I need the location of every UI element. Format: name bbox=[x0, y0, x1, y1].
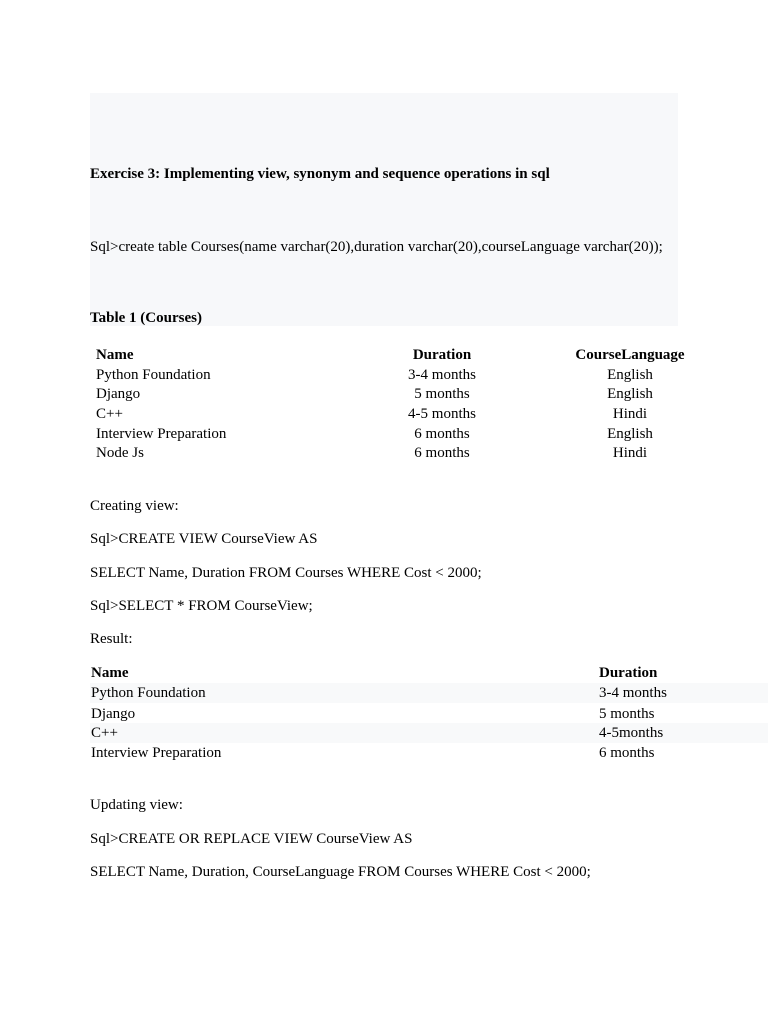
creating-view-heading: Creating view: bbox=[90, 498, 179, 514]
cell-name: C++ bbox=[96, 406, 123, 422]
cell-duration: 3-4 months bbox=[408, 367, 476, 383]
cell-name: Python Foundation bbox=[96, 367, 211, 383]
cell-language: English bbox=[607, 426, 653, 442]
code-block-background bbox=[90, 93, 678, 326]
create-view-statement-line2: SELECT Name, Duration FROM Courses WHERE Cost < 2000; bbox=[90, 565, 482, 581]
cell-name: Django bbox=[91, 706, 136, 722]
cell-duration: 5 months bbox=[414, 386, 470, 402]
replace-view-statement-line2: SELECT Name, Duration, CourseLanguage FROM Courses WHERE Cost < 2000; bbox=[90, 864, 591, 880]
header-duration: Duration bbox=[599, 665, 658, 681]
cell-duration: 4-5months bbox=[599, 725, 664, 741]
cell-duration: 3-4 months bbox=[599, 685, 667, 701]
cell-language: Hindi bbox=[612, 406, 648, 422]
result-label: Result: bbox=[90, 631, 133, 647]
cell-name: C++ bbox=[91, 725, 118, 741]
table1-caption: Table 1 (Courses) bbox=[90, 310, 202, 326]
create-view-statement-line1: Sql>CREATE VIEW CourseView AS bbox=[90, 531, 318, 547]
cell-duration: 4-5 months bbox=[408, 406, 476, 422]
cell-name: Node Js bbox=[96, 445, 144, 461]
cell-duration: 6 months bbox=[599, 745, 655, 761]
header-duration: Duration bbox=[412, 347, 472, 363]
header-name: Name bbox=[96, 347, 134, 363]
cell-duration: 5 months bbox=[599, 706, 655, 722]
create-table-statement: Sql>create table Courses(name varchar(20),duration varchar(20),courseLanguage varchar(20)); bbox=[90, 239, 663, 255]
cell-language: Hindi bbox=[612, 445, 648, 461]
updating-view-heading: Updating view: bbox=[90, 797, 183, 813]
cell-duration: 6 months bbox=[414, 445, 470, 461]
cell-name: Django bbox=[96, 386, 141, 402]
cell-language: English bbox=[607, 367, 653, 383]
cell-name: Python Foundation bbox=[91, 685, 206, 701]
cell-name: Interview Preparation bbox=[91, 745, 222, 761]
select-view-statement: Sql>SELECT * FROM CourseView; bbox=[90, 598, 313, 614]
exercise-title: Exercise 3: Implementing view, synonym and sequence operations in sql bbox=[90, 166, 550, 182]
cell-language: English bbox=[607, 386, 653, 402]
header-name: Name bbox=[91, 665, 129, 681]
replace-view-statement-line1: Sql>CREATE OR REPLACE VIEW CourseView AS bbox=[90, 831, 413, 847]
cell-duration: 6 months bbox=[414, 426, 470, 442]
cell-name: Interview Preparation bbox=[96, 426, 227, 442]
row-stripe bbox=[90, 723, 768, 743]
header-courselanguage: CourseLanguage bbox=[575, 347, 685, 363]
